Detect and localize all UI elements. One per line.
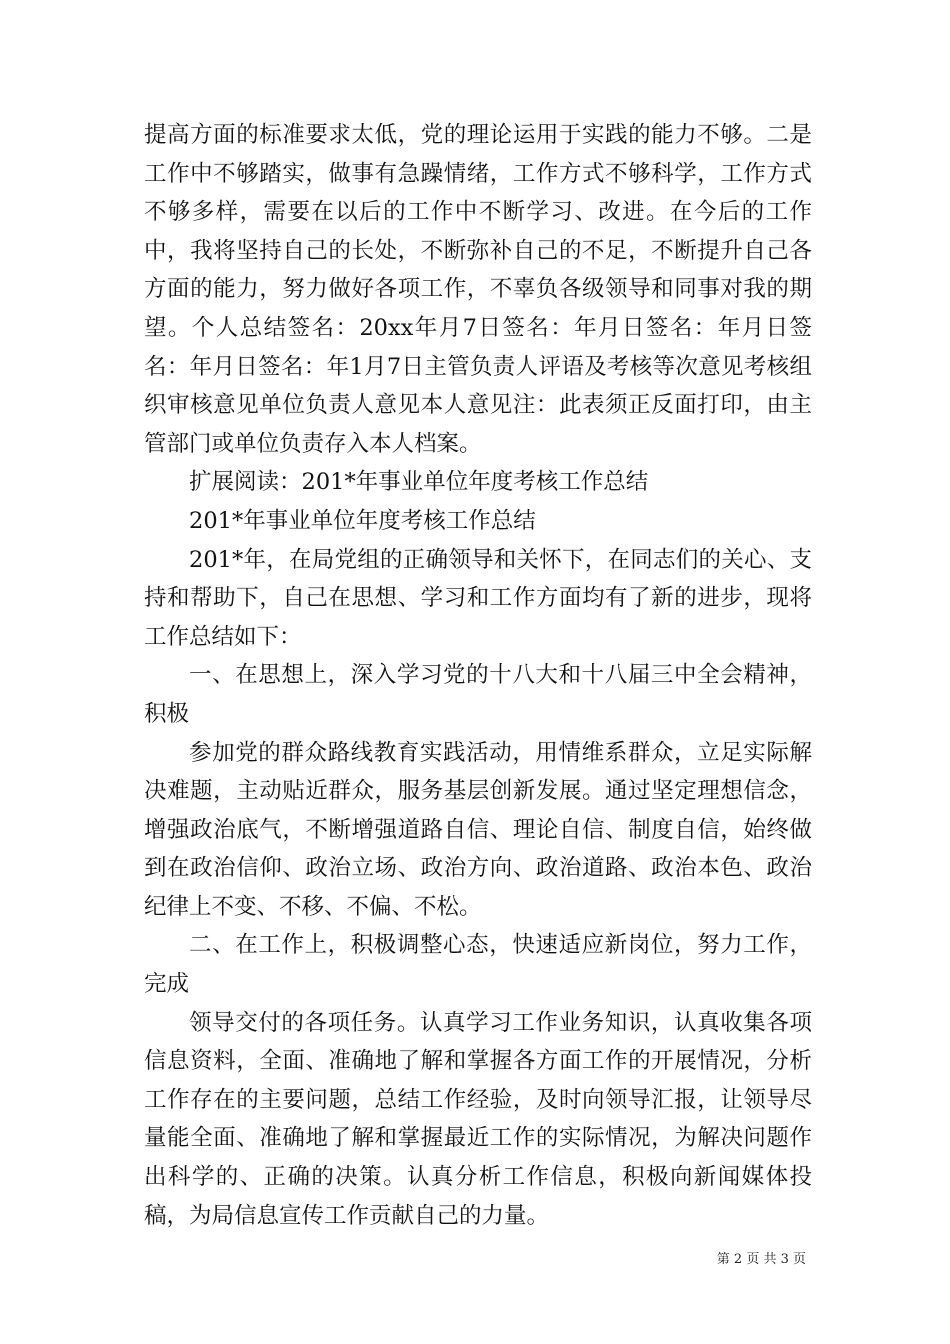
paragraph-4: 201*年，在局党组的正确领导和关怀下，在同志们的关心、支持和帮助下，自己在思想、学习和工作方面均有了新的进步，现将工作总结如下： bbox=[144, 546, 812, 650]
paragraph-8: 领导交付的各项任务。认真学习工作业务知识，认真收集各项信息资料，全面、准确地了解和掌握各方面工作的开展情况，分析工作存在的主要问题，总结工作经验，及时向领导汇报，让领导尽量能全面、准确地了解和掌握最近工作的实际情况，为解决问题作出科学的、正确的决策。认真分析工作信息，积极向新闻媒体投稿，为局信息宣传工作贡献自己的力量。 bbox=[144, 1009, 812, 1229]
paragraph-7: 二、在工作上，积极调整心态，快速适应新岗位，努力工作，完成 bbox=[144, 932, 812, 998]
page-number-footer: 第 2 页 共 3 页 bbox=[716, 1252, 806, 1267]
paragraph-6: 参加党的群众路线教育实践活动，用情维系群众，立足实际解决难题，主动贴近群众，服务基层创新发展。通过坚定理想信念，增强政治底气，不断增强道路自信、理论自信、制度自信，始终做到在政治信仰、政治立场、政治方向、政治道路、政治本色、政治纪律上不变、不移、不偏、不松。 bbox=[144, 739, 812, 920]
document-body bbox=[144, 116, 812, 1235]
paragraph-3: 201*年事业单位年度考核工作总结 bbox=[189, 507, 536, 534]
paragraph-1: 提高方面的标准要求太低，党的理论运用于实践的能力不够。二是工作中不够踏实，做事有急躁情绪，工作方式不够科学，工作方式不够多样，需要在以后的工作中不断学习、改进。在今后的工作中，我将坚持自己的长处，不断弥补自己的不足，不断提升自己各方面的能力，努力做好各项工作，不辜负各级领导和同事对我的期望。个人总结签名：20xx年月7日签名：年月日签名：年月日签名：年月日签名：年1月7日主管负责人评语及考核等次意见考核组织审核意见单位负责人意见本人意见注：此表须正反面打印，由主管部门或单位负责存入本人档案。 bbox=[144, 122, 812, 457]
paragraph-5: 一、在思想上，深入学习党的十八大和十八届三中全会精神，积极 bbox=[144, 662, 812, 727]
paragraph-2: 扩展阅读：201*年事业单位年度考核工作总结 bbox=[189, 469, 649, 496]
